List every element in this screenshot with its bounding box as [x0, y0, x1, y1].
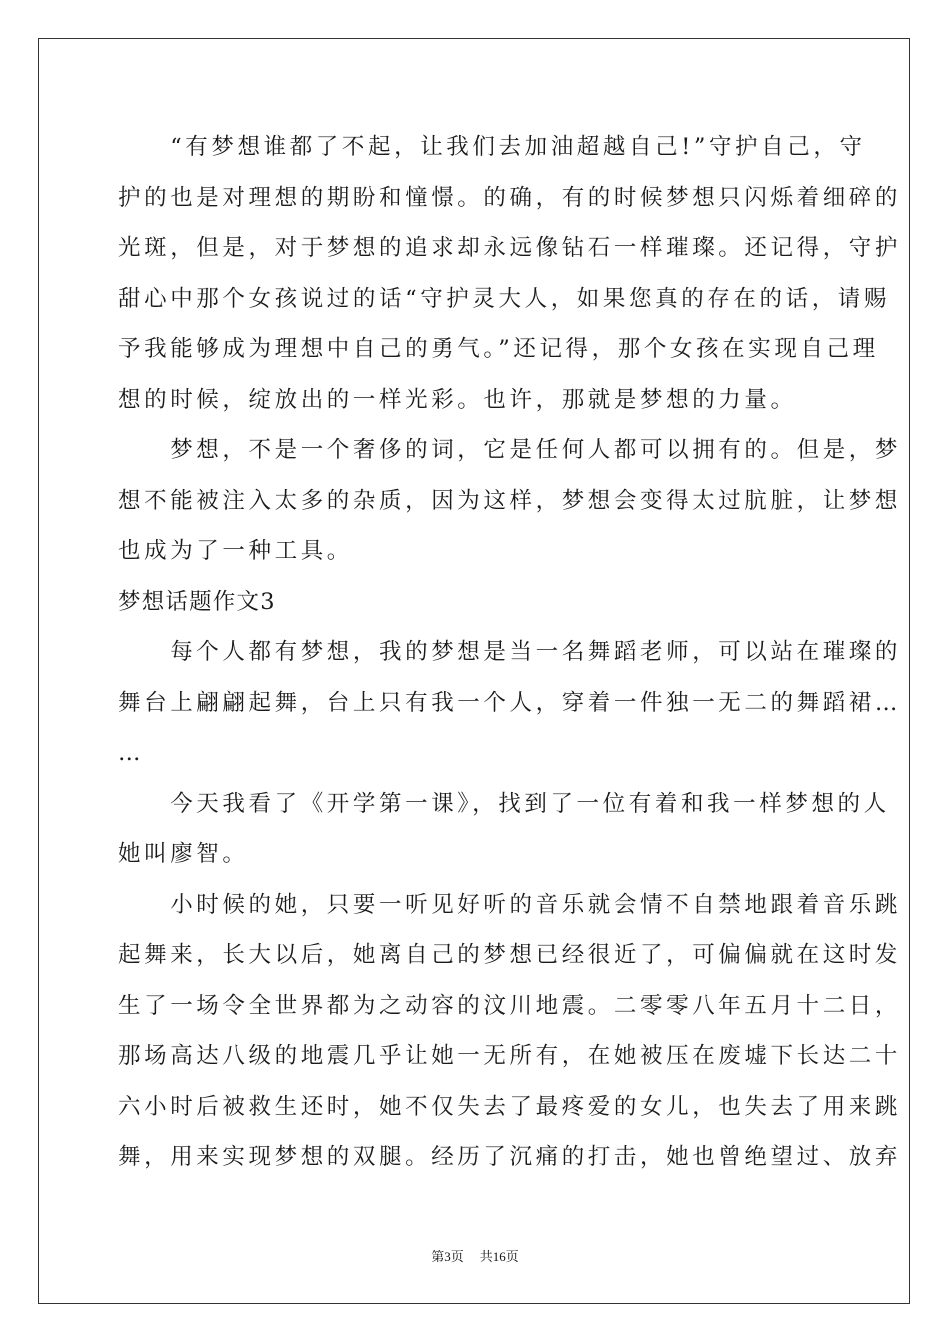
text-line: … — [118, 740, 145, 766]
text-line: 每个人都有梦想，我的梦想是当一名舞蹈老师，可以站在璀璨的 — [118, 639, 902, 665]
text-line: 予我能够成为理想中自己的勇气。”还记得，那个女孩在实现自己理 — [118, 336, 879, 362]
text-line: 甜心中那个女孩说过的话“守护灵大人，如果您真的存在的话，请赐 — [118, 285, 891, 312]
document-body — [118, 122, 902, 1183]
text-line: 那场高达八级的地震几乎让她一无所有，在她被压在废墟下长达二十 — [118, 1043, 902, 1069]
text-line: 小时候的她，只要一听见好听的音乐就会情不自禁地跟着音乐跳 — [118, 891, 902, 918]
text-line: 今天我看了《开学第一课》，找到了一位有着和我一样梦想的人 — [118, 790, 890, 817]
text-line: 舞，用来实现梦想的双腿。经历了沉痛的打击，她也曾绝望过、放弃 — [118, 1144, 902, 1170]
text-line: 护的也是对理想的期盼和憧憬。的确，有的时候梦想只闪烁着细碎的 — [118, 184, 902, 211]
text-line: 想的时候，绽放出的一样光彩。也许，那就是梦想的力量。 — [118, 386, 797, 413]
page-number: 第3页 — [431, 1249, 464, 1264]
text-line: 梦想，不是一个奢侈的词，它是任何人都可以拥有的。但是，梦 — [118, 437, 902, 463]
text-line: 生了一场令全世界都为之动容的汶川地震。二零零八年五月十二日， — [118, 992, 902, 1019]
page-footer — [0, 1246, 950, 1265]
text-line: 起舞来，长大以后，她离自己的梦想已经很近了，可偏偏就在这时发 — [118, 942, 902, 968]
text-line: “有梦想谁都了不起，让我们去加油超越自己!”守护自己，守 — [118, 134, 866, 160]
section-heading: 梦想话题作文3 — [118, 588, 276, 615]
text-line: 她叫廖智。 — [118, 841, 249, 867]
text-line: 舞台上翩翩起舞，台上只有我一个人，穿着一件独一无二的舞蹈裙… — [118, 689, 902, 716]
text-line: 光斑，但是，对于梦想的追求却永远像钻石一样璀璨。还记得，守护 — [118, 235, 902, 261]
text-line: 也成为了一种工具。 — [118, 538, 353, 564]
page-total: 共16页 — [479, 1249, 519, 1264]
text-line: 想不能被注入太多的杂质，因为这样，梦想会变得太过肮脏，让梦想 — [118, 487, 902, 514]
text-line: 六小时后被救生还时，她不仅失去了最疼爱的女儿，也失去了用来跳 — [118, 1093, 902, 1120]
